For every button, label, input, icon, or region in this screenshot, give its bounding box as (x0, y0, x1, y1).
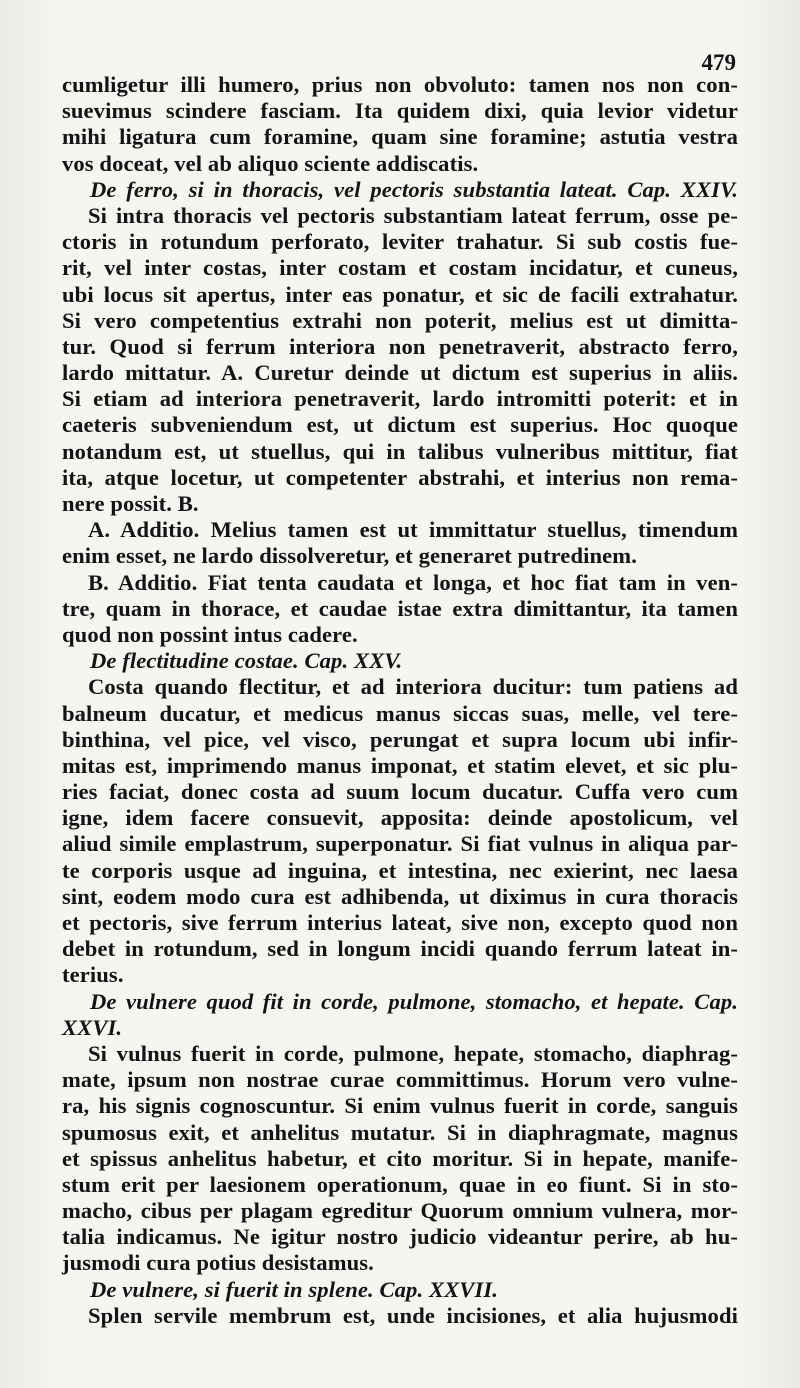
text-line: jusmodi cura potius desistamus. (62, 1250, 374, 1276)
chapter-heading-line: De vulnere, si fuerit in splene. Cap. XXVII. (90, 1276, 498, 1302)
page-number: 479 (701, 50, 736, 75)
text-line: rit, vel inter costas, inter costam et costam incidatur, et cuneus, (62, 255, 738, 281)
text-line: ra, his signis cognoscuntur. Si enim vulnus fuerit in corde, sanguis (62, 1093, 738, 1119)
text-line: macho, cibus per plagam egreditur Quorum omnium vulnera, mor- (62, 1198, 738, 1224)
text-line: mihi ligatura cum foramine, quam sine foramine; astutia vestra (62, 124, 738, 150)
text-line: Si intra thoracis vel pectoris substantiam lateat ferrum, osse pe- (88, 202, 738, 228)
text-line: caeteris subveniendum est, ut dictum est superius. Hoc quoque (62, 412, 738, 438)
text-line: mitas est, imprimendo manus imponat, et statim elevet, et sic plu- (62, 752, 738, 778)
text-line: ubi locus sit apertus, inter eas ponatur, et sic de facili extrahatur. (62, 281, 738, 307)
text-line: tur. Quod si ferrum interiora non penetraverit, abstracto ferro, (62, 333, 738, 359)
text-line: Costa quando flectitur, et ad interiora ducitur: tum patiens ad (88, 674, 738, 700)
text-line: tre, quam in thorace, et caudae istae extra dimittantur, ita tamen (62, 595, 738, 621)
text-line: enim esset, ne lardo dissolveretur, et generaret putredinem. (62, 543, 637, 569)
text-line: aliud simile emplastrum, superponatur. Si fiat vulnus in aliqua par- (62, 831, 738, 857)
text-line: nere possit. B. (62, 491, 199, 516)
text-line: B. Additio. Fiat tenta caudata et longa, et hoc fiat tam in ven- (88, 569, 738, 595)
text-line: cumligetur illi humero, prius non obvoluto: tamen nos non con- (62, 72, 738, 97)
text-line: binthina, vel pice, vel visco, perungat et supra locum ubi infir- (62, 726, 738, 752)
text-line: balneum ducatur, et medicus manus siccas suas, melle, vel tere- (62, 700, 738, 726)
text-line: terius. (62, 962, 124, 988)
text-line: talia indicamus. Ne igitur nostro judicio videantur perire, ab hu- (62, 1224, 738, 1250)
text-line: Splen servile membrum est, unde incisiones, et alia hujusmodi (88, 1302, 738, 1328)
text-line: spumosus exit, et anhelitus mutatur. Si in diaphragmate, magnus (62, 1119, 738, 1145)
chapter-heading-line: De vulnere quod fit in corde, pulmone, stomacho, et hepate. Cap. (90, 988, 738, 1014)
body-text (62, 72, 738, 1329)
text-line: Si vulnus fuerit in corde, pulmone, hepate, stomacho, diaphrag- (88, 1040, 738, 1066)
text-line: et pectoris, sive ferrum interius lateat, sive non, excepto quod non (62, 910, 738, 935)
chapter-heading-line: De ferro, si in thoracis, vel pectoris substantia lateat. Cap. XXIV. (90, 176, 738, 202)
chapter-heading-line: XXVI. (62, 1014, 123, 1040)
chapter-heading-line: De flectitudine costae. Cap. XXV. (90, 648, 403, 674)
text-line: ctoris in rotundum perforato, leviter trahatur. Si sub costis fue- (62, 229, 738, 255)
text-line: ita, atque locetur, ut competenter abstrahi, et interius non rema- (62, 464, 738, 490)
text-line: sint, eodem modo cura est adhibenda, ut diximus in cura thoracis (62, 883, 738, 909)
text-line: te corporis usque ad inguina, et intestina, nec exierint, nec laesa (62, 857, 738, 883)
text-line: A. Additio. Melius tamen est ut immittatur stuellus, timendum (88, 517, 738, 543)
text-line: vos doceat, vel ab aliquo sciente addiscatis. (62, 150, 479, 176)
text-line: ries faciat, donec costa ad suum locum ducatur. Cuffa vero cum (62, 779, 738, 805)
text-line: debet in rotundum, sed in longum incidi quando ferrum lateat in- (62, 936, 738, 962)
text-line: igne, idem facere consuevit, apposita: deinde apostolicum, vel (62, 805, 738, 831)
text-line: Si vero competentius extrahi non poterit, melius est ut dimitta- (62, 307, 738, 333)
text-line: et spissus anhelitus habetur, et cito moritur. Si in hepate, manife- (62, 1145, 738, 1171)
text-line: notandum est, ut stuellus, qui in talibus vulneribus mittitur, fiat (62, 438, 738, 464)
text-line: Si etiam ad interiora penetraverit, lardo intromitti poterit: et in (62, 386, 738, 412)
text-line: suevimus scindere fasciam. Ita quidem dixi, quia levior videtur (62, 98, 738, 124)
text-line: lardo mittatur. A. Curetur deinde ut dictum est superius in aliis. (62, 360, 738, 386)
text-line: quod non possint intus cadere. (62, 621, 358, 647)
text-line: stum erit per laesionem operationum, quae in eo fiunt. Si in sto- (62, 1171, 738, 1197)
text-line: mate, ipsum non nostrae curae committimus. Horum vero vulne- (62, 1067, 738, 1093)
